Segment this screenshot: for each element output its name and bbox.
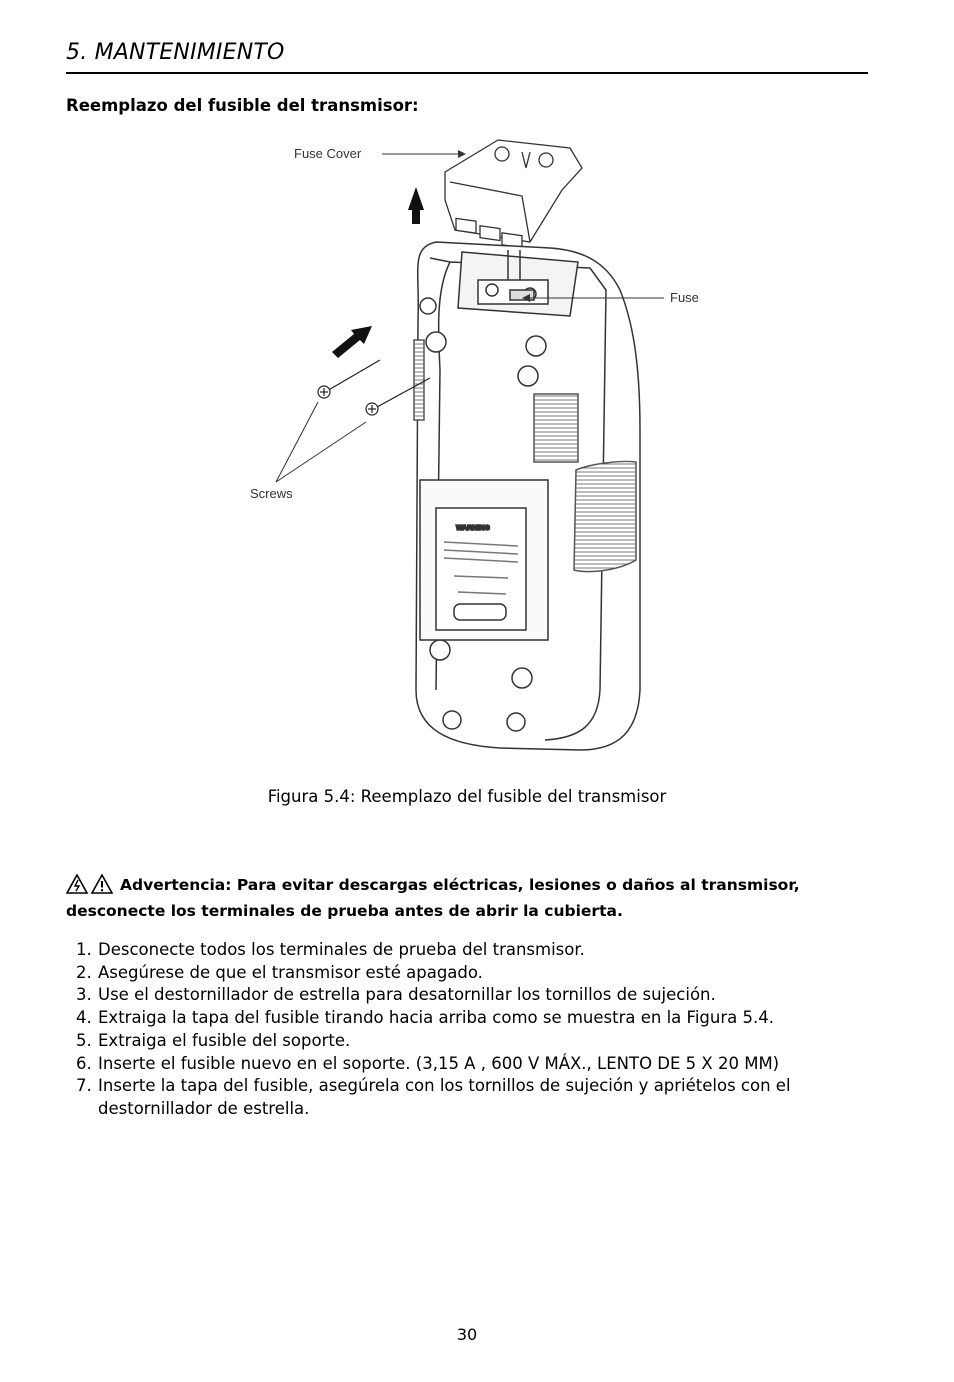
- fuse-label: Fuse: [670, 290, 699, 305]
- warning-label-text: WARNING: [456, 525, 490, 532]
- fuse-replacement-figure: [240, 130, 720, 780]
- removal-arrow-icon: [332, 326, 372, 358]
- list-item: 6. Inserte el fusible nuevo en el soporte. (3,15 A , 600 V MÁX., LENTO DE 5 X 20 MM): [76, 1053, 780, 1073]
- screws-label: Screws: [250, 486, 293, 501]
- figure-caption: Figura 5.4: Reemplazo del fusible del transmisor: [267, 787, 667, 806]
- list-item: 7. Inserte la tapa del fusible, asegúrela con los tornillos de sujeción y apriételos con el destornillador de estrella.: [76, 1076, 791, 1118]
- screw-top: [318, 360, 380, 398]
- procedure-steps: [76, 939, 866, 1121]
- list-item: 1. Desconecte todos los terminales de prueba del transmisor.: [76, 940, 585, 959]
- list-item: 4. Extraiga la tapa del fusible tirando hacia arriba como se muestra en la Figura 5.4.: [76, 1008, 774, 1028]
- list-item: 3. Use el destornillador de estrella para desatornillar los tornillos de sujeción.: [76, 985, 716, 1005]
- up-arrow-icon: [408, 187, 424, 224]
- hazard-voltage-icon: [67, 875, 87, 893]
- fuse-cover: [445, 140, 582, 248]
- list-item: 2. Asegúrese de que el transmisor esté apagado.: [76, 962, 483, 982]
- fuse-cover-label: Fuse Cover: [294, 146, 362, 161]
- caution-triangle-icon: [92, 875, 112, 893]
- section-title: Reemplazo del fusible del transmisor:: [66, 96, 419, 115]
- warning-text: Advertencia: Para evitar descargas eléctricas, lesiones o daños al transmisor, desconecte los terminales de prueba antes de abrir la cubierta.: [66, 876, 800, 920]
- list-item: 5. Extraiga el fusible del soporte.: [76, 1030, 351, 1050]
- warning-block: [66, 874, 866, 922]
- header-rule: [66, 72, 868, 74]
- transmitter-diagram: [240, 130, 720, 780]
- transmitter-body: [414, 242, 640, 750]
- page-number: 30: [456, 1325, 478, 1344]
- chapter-title: 5. MANTENIMIENTO: [66, 40, 285, 65]
